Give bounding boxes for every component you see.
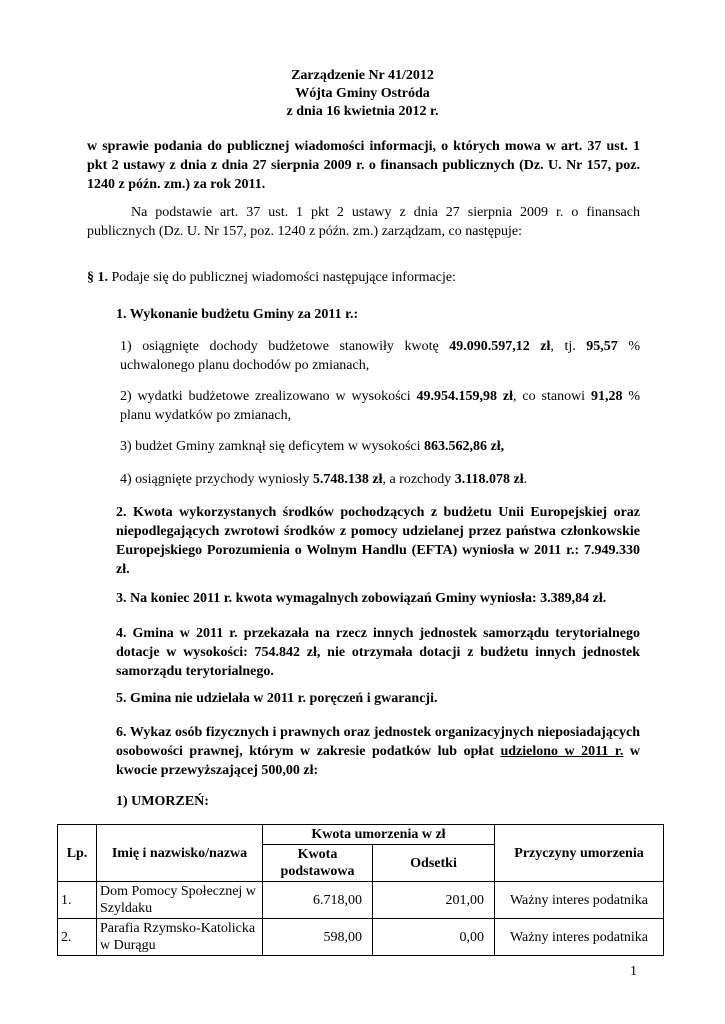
cell-interest: 0,00	[373, 919, 495, 956]
underlined-text: udzielono w 2011 r.	[500, 744, 624, 759]
cell-base: 598,00	[263, 919, 373, 956]
item-3: 3. Na koniec 2011 r. kwota wymagalnych zobowiązań Gminy wyniosła: 3.389,84 zł.	[116, 591, 607, 606]
income-value: 49.090.597,12 zł	[449, 339, 551, 354]
cell-reason: Ważny interes podatnika	[495, 882, 664, 919]
header-name: Imię i nazwisko/nazwa	[97, 825, 263, 882]
item-5: 5. Gmina nie udzielała w 2011 r. poręczeń i gwarancji.	[116, 691, 438, 706]
revenue-value: 5.748.138 zł	[312, 472, 383, 487]
text-span: % uchwalonego planu dochodów po zmianach,	[120, 339, 640, 373]
item-1-point-4	[120, 470, 640, 489]
cell-lp: 1.	[58, 882, 97, 919]
table-row	[58, 882, 664, 919]
document-title: Zarządzenie Nr 41/2012	[291, 68, 434, 83]
income-percent: 95,57	[586, 339, 618, 354]
item-1-point-3	[120, 437, 640, 456]
text-span: w kwocie przewyższającej 500,00 zł:	[116, 744, 640, 778]
cell-base: 6.718,00	[263, 882, 373, 919]
item-6	[116, 723, 640, 780]
deficit-value: 863.562,86 zł,	[424, 439, 505, 454]
table-row	[58, 919, 664, 956]
table-header-row	[58, 825, 664, 845]
expense-percent: 91,28	[590, 389, 623, 404]
text-span: .	[523, 472, 528, 487]
item-2: 2. Kwota wykorzystanych środków pochodzących z budżetu Unii Europejskiej oraz niepodlegających zwrotowi środków z pomocy udzielanej przez państwa członkowskie Europejskiego Porozumienia o Wolnym Handlu (EFTA) wyniosła w 2011 r.: 7.949.330 zł.	[116, 505, 640, 577]
remission-table	[57, 824, 664, 956]
cell-lp: 2.	[58, 919, 97, 956]
item-1-heading: 1. Wykonanie budżetu Gminy za 2011 r.:	[116, 307, 359, 322]
text-span: , tj.	[550, 339, 587, 354]
subject-paragraph: w sprawie podania do publicznej wiadomości informacji, o których mowa w art. 37 ust. 1 pkt 2 ustawy z dnia z dnia 27 sierpnia 2009 r. o finansach publicznych (Dz. U. Nr 157, poz. 1240 z późn. zm.) za rok 2011.	[87, 139, 640, 192]
section-1-text: Podaje się do publicznej wiadomości następujące informacje:	[108, 270, 456, 285]
umorzen-heading: 1) UMORZEŃ:	[116, 794, 209, 809]
item-4: 4. Gmina w 2011 r. przekazała na rzecz innych jednostek samorządu terytorialnego dotacje w wysokości: 754.842 zł, nie otrzymała dotacji z budżetu innych jednostek samorządu terytorialnego.	[116, 626, 640, 679]
cell-name: Dom Pomocy Społecznej w Szyldaku	[97, 882, 263, 919]
outflow-value: 3.118.078 zł	[454, 472, 524, 487]
text-span: % planu wydatków po zmianach,	[120, 389, 641, 423]
cell-interest: 201,00	[373, 882, 495, 919]
cell-reason: Ważny interes podatnika	[495, 919, 664, 956]
item-1-point-2	[120, 387, 640, 425]
item-1-point-1	[120, 337, 640, 375]
text-span: 6. Wykaz osób fizycznych i prawnych oraz jednostek organizacyjnych nieposiadających osobowości prawnej, którym w zakresie podatków lub opłat	[116, 725, 640, 759]
header-reason: Przyczyny umorzenia	[495, 825, 664, 882]
cell-name: Parafia Rzymsko-Katolicka w Durągu	[97, 919, 263, 956]
section-1-label: § 1.	[87, 270, 108, 285]
text-span: , co stanowi	[513, 389, 591, 404]
text-span: , a rozchody	[382, 472, 455, 487]
header-amount-group: Kwota umorzenia w zł	[263, 825, 495, 845]
text-span: 2) wydatki budżetowe zrealizowano w wysokości	[120, 389, 417, 404]
text-span: 4) osiągnięte przychody wyniosły	[120, 472, 313, 487]
text-span: 3) budżet Gminy zamknął się deficytem w wysokości	[120, 439, 425, 454]
header-base-amount: Kwota podstawowa	[263, 845, 373, 882]
text-span: 1) osiągnięte dochody budżetowe stanowiły kwotę	[120, 339, 450, 354]
header-interest: Odsetki	[373, 845, 495, 882]
header-lp: Lp.	[58, 825, 97, 882]
page-number: 1	[630, 964, 637, 979]
document-date: z dnia 16 kwietnia 2012 r.	[286, 104, 439, 119]
section-1	[87, 268, 640, 287]
legal-basis-paragraph: Na podstawie art. 37 ust. 1 pkt 2 ustawy z dnia 27 sierpnia 2009 r. o finansach publicznych (Dz. U. Nr 157, poz. 1240 z późn. zm.) zarządzam, co następuje:	[87, 205, 640, 239]
document-issuer: Wójta Gminy Ostróda	[295, 86, 430, 101]
expense-value: 49.954.159,98 zł	[416, 389, 514, 404]
